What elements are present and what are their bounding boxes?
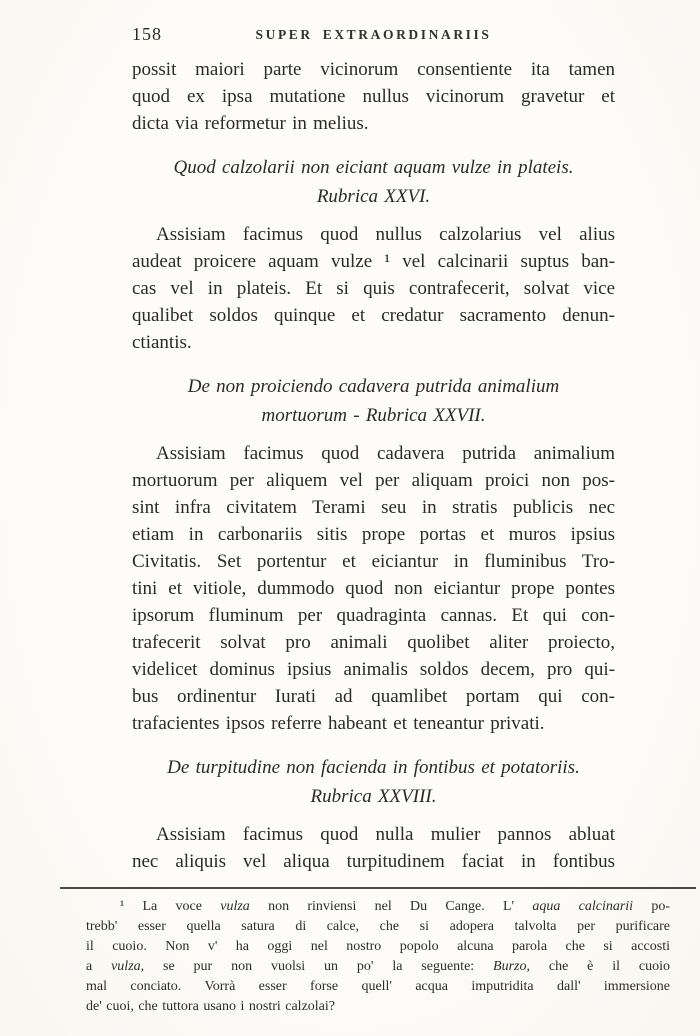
footnote-separator [60, 887, 696, 889]
text-line: trafacientes ipsos referre habeant et teneantur privati. [132, 713, 545, 734]
body-paragraph [132, 821, 615, 875]
text-line: quod ex ipsa mutatione nullus vicinorum gravetur et [132, 86, 615, 107]
heading-line: Rubrica XXVI. [316, 186, 431, 207]
page-body [132, 56, 615, 875]
text-line: bus ordinentur Iurati ad quamlibet portam qui con- [132, 686, 615, 707]
page-header [132, 24, 615, 46]
footnote-line [86, 937, 670, 957]
text-line: Assisiam facimus quod nulla mulier pannos abluat [156, 824, 615, 845]
footnote-text-segment: trebb' esser quella satura di calce, che si adopera talvolta per purificare [86, 919, 670, 934]
text-line: audeat proicere aquam vulze ¹ vel calcinarii suptus ban- [132, 251, 615, 272]
heading-line: Quod calzolarii non eiciant aquam vulze in plateis. [173, 157, 574, 178]
text-line: sint infra civitatem Terami seu in stratis publicis nec [132, 497, 615, 518]
body-paragraph [132, 221, 615, 356]
footnote-text-segment: de' cuoi, che tuttora usano i nostri calzolai? [86, 999, 335, 1014]
footnote-line [86, 917, 670, 937]
footnote-text-segment: , se pur non vuolsi un po' la seguente: [140, 959, 494, 974]
text-line: ipsorum fluminum per quadraginta cannas. Et qui con- [132, 605, 615, 626]
footnote-line [86, 977, 670, 997]
footnote-text-segment: , che è il cuoio [526, 959, 671, 974]
footnote-text-segment: a [86, 959, 112, 974]
text-line: mortuorum per aliquem vel per aliquam proici non pos- [132, 470, 615, 491]
section-heading [132, 753, 615, 811]
body-paragraph [132, 440, 615, 737]
footnote-text-segment: il cuoio. Non v' ha oggi nel nostro popolo alcuna parola che si accosti [86, 939, 670, 954]
footnote-text-segment: mal conciato. Vorrà esser forse quell' acqua imputridita dall' immersione [86, 979, 670, 994]
text-line: tini et vitiole, dummodo quod non eiciantur prope pontes [132, 578, 615, 599]
footnote-italic-term: vulza [111, 959, 141, 974]
footnote-line [86, 997, 670, 1017]
heading-line: De non proiciendo cadavera putrida animalium [187, 376, 560, 397]
text-line: trafecerit solvat pro animali quolibet aliter proiecto, [132, 632, 615, 653]
footnote-line [86, 957, 670, 977]
footnote-italic-term: aqua calcinarii [532, 899, 634, 914]
footnote-italic-term: vulza [220, 899, 250, 914]
body-paragraph [132, 56, 615, 137]
running-header: SUPER EXTRAORDINARIIS [255, 27, 492, 42]
heading-line: Rubrica XXVIII. [310, 786, 437, 807]
text-line: dicta via reformetur in melius. [132, 113, 369, 134]
text-line: ctiantis. [132, 332, 192, 353]
text-line: cas vel in plateis. Et si quis contrafecerit, solvat vice [132, 278, 615, 299]
footnote-text-segment: ¹ La voce [120, 899, 221, 914]
section-heading [132, 153, 615, 211]
text-line: Assisiam facimus quod nullus calzolarius vel alius [156, 224, 615, 245]
text-line: nec aliquis vel aliqua turpitudinem faciat in fontibus [132, 851, 615, 872]
page-number: 158 [132, 24, 162, 44]
text-line: videlicet dominus ipsius animalis soldos decem, pro qui- [132, 659, 615, 680]
text-line: etiam in carbonariis sitis prope portas et muros ipsius [132, 524, 615, 545]
footnote-text-segment: po- [633, 899, 671, 914]
text-line: Civitatis. Set portentur et eiciantur in fluminibus Tro- [132, 551, 615, 572]
footnote-text [86, 897, 670, 1017]
text-line: possit maiori parte vicinorum consentiente ita tamen [132, 59, 615, 80]
heading-line: De turpitudine non facienda in fontibus et potatoriis. [167, 757, 580, 778]
heading-line: mortuorum - Rubrica XXVII. [261, 405, 486, 426]
footnote-italic-term: Burzo [493, 959, 527, 974]
text-line: Assisiam facimus quod cadavera putrida animalium [156, 443, 615, 464]
text-line: qualibet soldos quinque et credatur sacramento denun- [132, 305, 615, 326]
footnote-line [86, 897, 670, 917]
section-heading [132, 372, 615, 430]
footnote-text-segment: non rinviensi nel Du Cange. L' [249, 899, 533, 914]
